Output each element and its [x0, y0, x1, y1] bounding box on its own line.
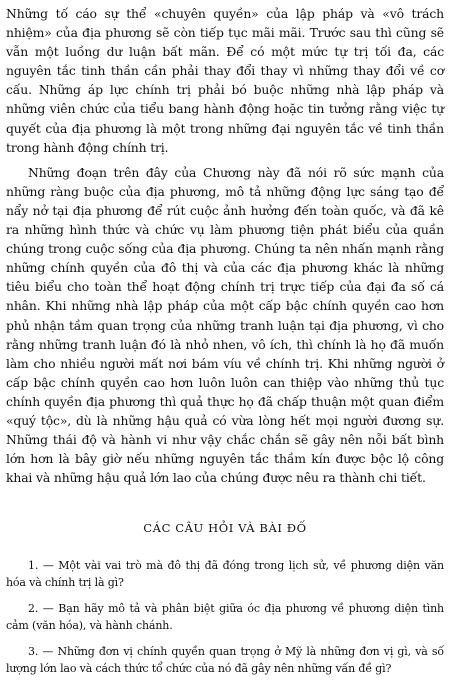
question-2: 2. — Bạn hãy mô tả và phân biệt giữa óc địa phương về phương diện tình cảm (văn hóa), và hành chánh. — [6, 602, 444, 633]
question-3: 3. — Những đơn vị chính quyền quan trọng ở Mỹ là những đơn vị gì, và số lượng lớn lao và cách thức tổ chức của nó đã gây nên những vấn đề gì? — [6, 645, 444, 676]
question-1: 1. — Một vài vai trò mà đô thị đã đóng trong lịch sử, về phương diện văn hóa và chính trị là gì? — [6, 559, 444, 590]
paragraph-2: Những đoạn trên đây của Chương này đã nói rõ sức mạnh của những ràng buộc của địa phương, mô tả những động lực sáng tạo để nẩy nở tại địa phương để rút cuộc ảnh hưởng đến toàn quốc, và đã kê ra những hình thức và chức vụ làm phương tiện phát biểu của quần chúng trong cuộc sống của địa phương. Chúng ta nên nhấn mạnh rằng những chính quyền của đô thị và của các địa phương khác là những tiêu biểu cho toàn thể hoạt động chính trị trực tiếp của đại đa số cá nhân. Khi những nhà lập pháp của một cấp bậc chính quyền cao hơn phủ nhận tầm quan trọng của những tranh luận tại địa phương, vì cho rằng những tranh luận đó là nhỏ nhen, vô ích, thì chính là họ đã muốn làm cho nhiều người mất nơi bám víu về chính trị. Khi những người ở cấp bậc chính quyền cao hơn luôn luôn can thiệp vào những thủ tục chính quyền địa phương thì quả thực họ đã chấp thuận một quan điểm «quý tộc», dù là những hậu quả có vừa lòng hết mọi người đương sự. Những thái độ và hành vi như vậy chắc chắn sẽ gây nên nỗi bất bình lớn hơn là bây giờ nếu những nguyên tắc thầm kín được bộc lộ công khai và những hậu quả lớn lao của chúng được nêu ra thành chi tiết. — [6, 164, 444, 486]
section-heading: CÁC CÂU HỎI VÀ BÀI ĐỐ — [143, 521, 307, 536]
book-page — [6, 4, 444, 686]
paragraph-1: Những tố cáo sự thể «chuyên quyền» của lập pháp và «vô trách nhiệm» của địa phương sẽ còn tiếp tục mãi mãi. Trước sau thì cũng sẽ vẫn một luồng dư luận bất mãn. Để có một mức tự trị tối đa, các nguyên tắc tinh thần cần phải thay đổi thay vì những thay đổi về cơ cấu. Những áp lực chính trị phải bó buộc những nhà lập pháp và những viên chức của tiểu bang hành động hoặc tin tưởng rằng việc tự quyết của địa phương là một trong những đại nguyên tắc về tinh thần trong hành động chính trị. — [6, 6, 444, 155]
